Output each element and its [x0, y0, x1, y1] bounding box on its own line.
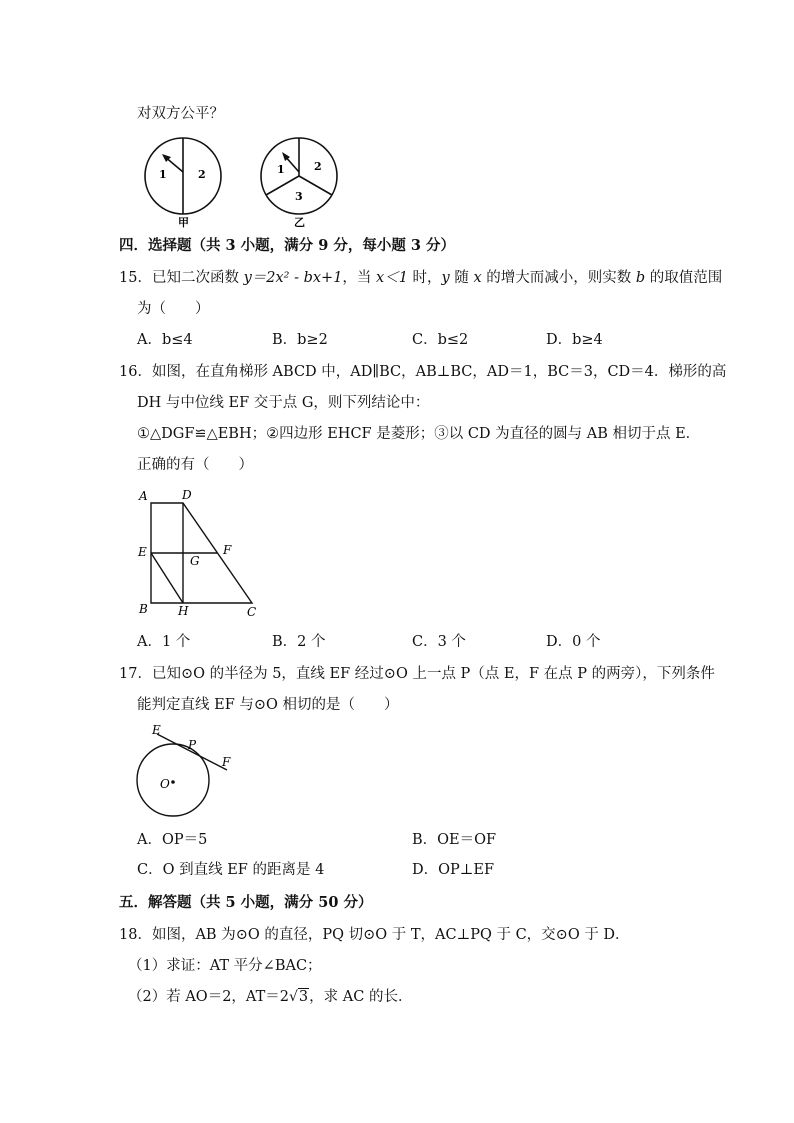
q15-number: 15． [119, 270, 152, 286]
q15-text-c: 时， [407, 270, 442, 286]
q15-option-c[interactable]: C．b≤2 [412, 332, 469, 348]
q15-text-b: ，当 [342, 270, 377, 286]
spinner-yi-sector2: 2 [314, 160, 322, 173]
q17-option-d[interactable]: D．OP⊥EF [412, 862, 495, 878]
q16-line2: DH 与中位线 EF 交于点 G，则下列结论中： [137, 395, 430, 411]
q16-label-g: G [190, 554, 200, 568]
q18-sub1: （1）求证：AT 平分∠BAC； [128, 958, 322, 974]
q15-var-x: x [473, 270, 482, 286]
spinner-yi-divider-right [299, 176, 332, 195]
q17-option-a[interactable]: A．OP＝5 [137, 832, 208, 848]
q17-text-1: 已知⊙O 的半径为 5，直线 EF 经过⊙O 上一点 P（点 E，F 在点 P 的两旁），下列条件 [151, 666, 715, 682]
section4-heading: 四．选择题（共 3 小题，满分 9 分，每小题 3 分） [119, 237, 456, 254]
q17-option-c[interactable]: C．O 到直线 EF 的距离是 4 [137, 862, 325, 878]
q16-trapezoid-figure [135, 485, 265, 620]
q16-option-d[interactable]: D．0 个 [546, 634, 601, 650]
q16-text-1: 如图，在直角梯形 ABCD 中，AD∥BC，AB⊥BC，AD＝1，BC＝3，CD＝4．梯形的高 [151, 364, 727, 380]
q15-var-b: b [635, 270, 646, 286]
q18-number: 18． [119, 927, 152, 943]
q15-condition: x＜1 [376, 270, 408, 286]
q16-line4: 正确的有（ ） [137, 457, 253, 473]
q18-sqrt-sign: √ [289, 989, 298, 1005]
q17-label-f: F [222, 755, 231, 769]
q16-option-b[interactable]: B．2 个 [272, 634, 326, 650]
q17-label-p: P [188, 738, 197, 752]
q16-label-c: C [247, 605, 257, 619]
q16-number: 16． [119, 364, 152, 380]
q17-label-e: E [152, 723, 161, 737]
q16-option-c[interactable]: C．3 个 [412, 634, 466, 650]
q15-line1 [119, 268, 722, 288]
spinner-yi-sector1: 1 [277, 163, 285, 176]
q15-text-a: 已知二次函数 [151, 270, 244, 286]
q16-label-e: E [138, 545, 147, 559]
q18-text-1: 如图，AB 为⊙O 的直径，PQ 切⊙O 于 T，AC⊥PQ 于 C，交⊙O 于 D． [151, 927, 630, 943]
q15-formula: y＝2x² - bx+1 [243, 270, 343, 286]
q17-line1 [119, 664, 715, 684]
spinner-yi-caption: 乙 [294, 216, 305, 229]
q18-sub2 [128, 987, 412, 1007]
q16-segment-eh [151, 553, 183, 603]
intro-text: 对双方公平？ [137, 106, 224, 122]
q15-text-f: 的取值范围 [645, 270, 723, 286]
q15-option-a[interactable]: A．b≤4 [137, 332, 193, 348]
q15-option-d[interactable]: D．b≥4 [546, 332, 603, 348]
q16-label-d: D [182, 488, 192, 502]
q17-option-b[interactable]: B．OE＝OF [412, 832, 497, 848]
q16-label-a: A [139, 489, 148, 503]
q17-number: 17． [119, 666, 152, 682]
q16-line3: ①△DGF≌△EBH；②四边形 EHCF 是菱形；③以 CD 为直径的圆与 AB 相切于点 E． [137, 426, 701, 442]
q18-sqrt-radicand: 3 [298, 989, 309, 1005]
q18-line1 [119, 925, 630, 945]
q16-label-h: H [178, 604, 189, 618]
q15-line2: 为（ ） [137, 301, 210, 317]
q16-line1 [119, 362, 726, 382]
spinner-yi-sector3: 3 [295, 190, 303, 203]
spinner-jia-sector1: 1 [159, 168, 167, 181]
spinner-jia-figure [141, 136, 231, 231]
spinner-jia-caption: 甲 [178, 216, 189, 229]
q16-label-b: B [139, 602, 148, 616]
q17-tangent-figure [135, 722, 245, 822]
q16-label-f: F [223, 543, 232, 557]
q15-var-y: y [441, 270, 450, 286]
q17-line2: 能判定直线 EF 与⊙O 相切的是（ ） [137, 697, 399, 713]
spinner-jia-sector2: 2 [198, 168, 206, 181]
q15-option-b[interactable]: B．b≥2 [272, 332, 328, 348]
q16-option-a[interactable]: A．1 个 [137, 634, 191, 650]
q17-label-o: O [160, 777, 170, 791]
q18-sub2-text-a: （2）若 AO＝2，AT＝2 [128, 989, 289, 1005]
q18-sub2-text-b: ，求 AC 的长． [309, 989, 413, 1005]
spinner-yi-figure [257, 136, 349, 231]
q15-text-d: 随 [449, 270, 474, 286]
q17-center-dot [171, 780, 175, 784]
section5-heading: 五．解答题（共 5 小题，满分 50 分） [119, 894, 373, 911]
q15-text-e: 的增大而减小，则实数 [481, 270, 636, 286]
